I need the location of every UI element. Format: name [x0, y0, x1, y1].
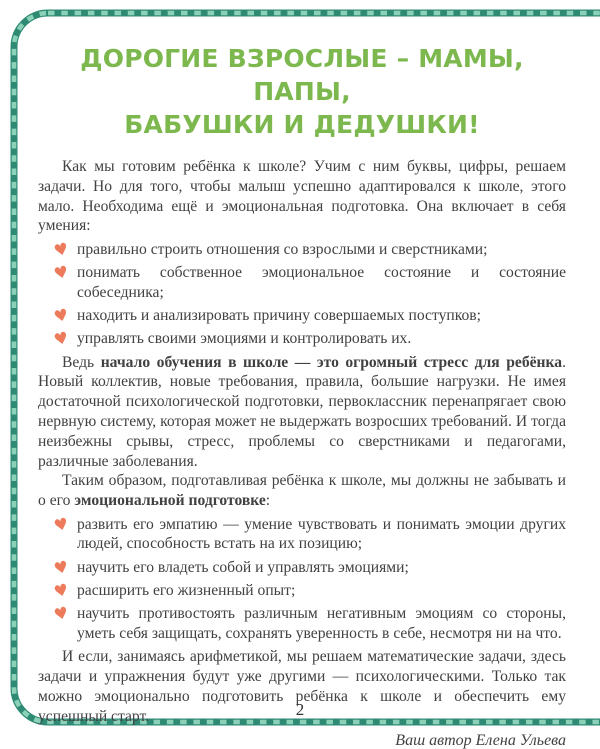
- heart-bullet-icon: ♥: [51, 327, 71, 350]
- page-content: [38, 42, 566, 749]
- preparation-paragraph: [38, 471, 566, 511]
- stress-paragraph: [38, 353, 566, 472]
- page-title-line1: ДОРОГИЕ ВЗРОСЛЫЕ – МАМЫ, ПАПЫ,: [80, 44, 524, 106]
- page-title-line2: БАБУШКИ И ДЕДУШКИ!: [124, 110, 480, 139]
- preparation-paragraph-pre: Таким образом, подготавливая ребёнка к школе, мы должны не забывать и о его: [38, 472, 566, 510]
- list-item: [38, 329, 566, 349]
- heart-bullet-icon: ♥: [51, 513, 71, 535]
- intro-paragraph: Как мы готовим ребёнка к школе? Учим с ним буквы, цифры, решаем задачи. Но для того, чтобы малыш успешно адаптировался к школе, этого мало. Необходима ещё и эмоциональная подготовка. Она включает в себя умения:: [38, 158, 566, 235]
- list-item-text: научить его владеть собой и управлять эмоциями;: [77, 558, 409, 576]
- author-signature: Ваш автор Елена Ульева: [395, 731, 566, 749]
- heart-bullet-icon: ♥: [51, 304, 71, 327]
- list-item: [38, 306, 566, 326]
- heart-bullet-icon: ♥: [51, 556, 71, 579]
- heart-bullet-icon: ♥: [51, 579, 71, 602]
- stress-paragraph-post: . Новый коллектив, новые требования, правила, большие нагрузки. Не имея достаточной психологической подготовки, первоклассник перенапрягает свою нервную систему, которая может не выдержать возросших требований. И тогда неизбежны срывы, стресс, проблемы со сверстниками и педагогами, различные заболевания.: [38, 353, 566, 470]
- stress-paragraph-bold: начало обучения в школе — это огромный стресс для ребёнка: [100, 353, 563, 371]
- page-number: 2: [295, 700, 305, 719]
- list-item: [38, 604, 566, 644]
- list-item: [38, 581, 566, 601]
- heart-bullet-icon: ♥: [51, 261, 71, 284]
- list-item-text: находить и анализировать причину совершаемых поступков;: [77, 307, 482, 325]
- stress-paragraph-pre: Ведь: [62, 353, 101, 371]
- list-item-text: понимать собственное эмоциональное состояние и состояние собеседника;: [77, 263, 566, 301]
- skills-list: [38, 240, 566, 349]
- closing-paragraph: И если, занимаясь арифметикой, мы решаем математические задачи, здесь задачи и упражнения будут уже другими — психологическими. Только так можно эмоционально подготовить ребёнка к школе и обеспечить ему успешный старт.: [38, 648, 566, 725]
- list-item-text: управлять своими эмоциями и контролировать их.: [77, 330, 412, 348]
- page-title: [38, 42, 566, 141]
- goals-list: [38, 515, 566, 644]
- list-item-text: научить противостоять различным негативным эмоциям со стороны, уметь себя защищать, сохранять уверенность в себе, несмотря ни на что.: [77, 605, 566, 643]
- list-item: [38, 240, 566, 260]
- heart-bullet-icon: ♥: [51, 238, 71, 261]
- list-item: [38, 263, 566, 303]
- list-item: [38, 515, 566, 555]
- list-item-text: развить его эмпатию — умение чувствовать и понимать эмоции других людей, способность встать на их позицию;: [77, 515, 566, 553]
- heart-bullet-icon: ♥: [51, 602, 71, 625]
- list-item-text: правильно строить отношения со взрослыми и сверстниками;: [77, 240, 488, 258]
- list-item: [38, 558, 566, 578]
- list-item-text: расширить его жизненный опыт;: [77, 581, 296, 599]
- preparation-paragraph-post: :: [265, 492, 271, 510]
- preparation-paragraph-bold: эмоциональной подготовке: [74, 492, 266, 510]
